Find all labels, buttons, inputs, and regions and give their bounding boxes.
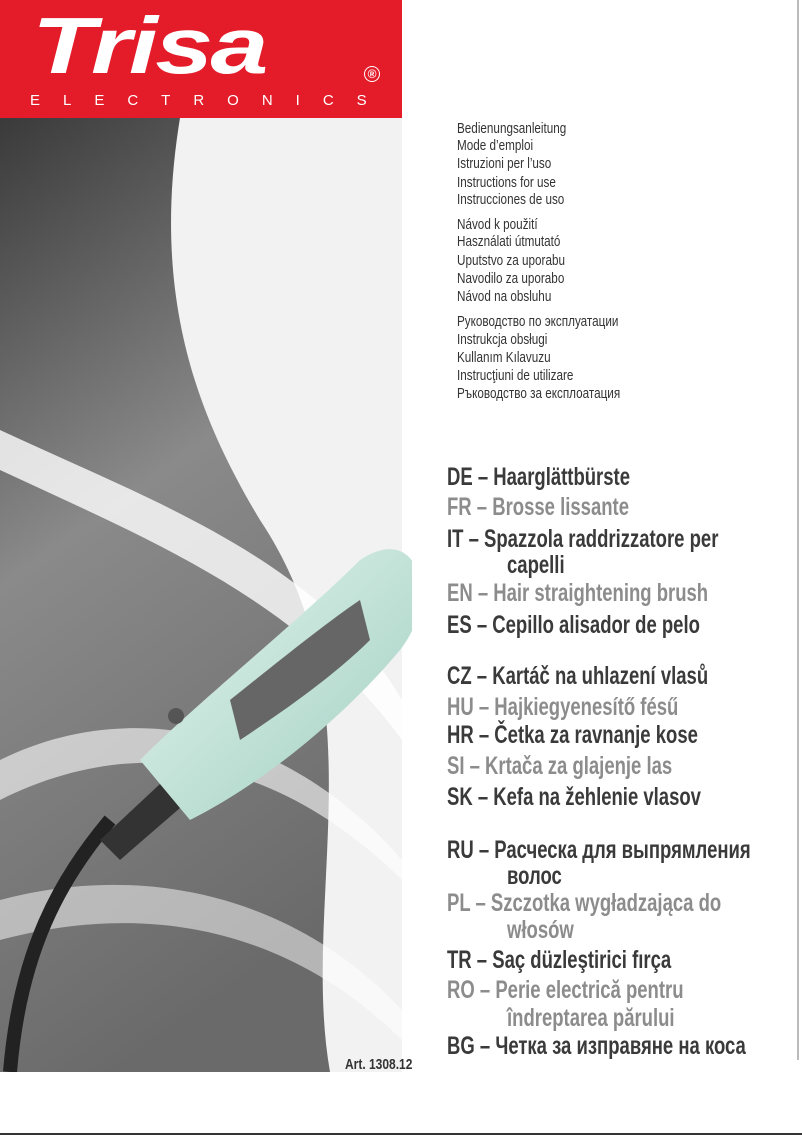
title-ro: RO – Perie electrică pentru	[447, 976, 684, 1004]
title-pl-cont: włosów	[507, 916, 574, 944]
product-illustration	[0, 0, 412, 1072]
title-cz: CZ – Kartáč na uhlazení vlasů	[447, 662, 709, 690]
instruction-label: Navodilo za uporabo	[457, 270, 565, 287]
title-ru: RU – Расческа для выпрямления	[447, 836, 751, 864]
article-number: Art. 1308.12	[345, 1056, 413, 1073]
title-bg: BG – Четка за изправяне на коса	[447, 1032, 746, 1060]
title-tr: TR – Saç düzleştirici fırça	[447, 946, 672, 974]
instruction-label: Mode d’emploi	[457, 137, 534, 154]
instruction-label: Istruzioni per l’uso	[457, 155, 552, 172]
title-pl: PL – Szczotka wygładzająca do	[447, 889, 722, 917]
instruction-label: Instrukcja obsługi	[457, 331, 548, 348]
title-it-cont: capelli	[507, 551, 565, 579]
page-edge	[797, 0, 799, 1060]
instruction-label: Instrucciones de uso	[457, 191, 565, 208]
instruction-label: Használati útmutató	[457, 233, 561, 250]
title-ro-cont: îndreptarea părului	[507, 1004, 675, 1032]
registered-mark: ®	[364, 66, 380, 82]
bottom-rule	[0, 1133, 802, 1135]
instruction-label: Návod k použití	[457, 216, 538, 233]
title-fr: FR – Brosse lissante	[447, 493, 629, 521]
brand-subtitle: ELECTRONICS	[30, 92, 390, 109]
instruction-label: Instrucţiuni de utilizare	[457, 367, 574, 384]
instruction-label: Instructions for use	[457, 174, 556, 191]
instruction-label: Ръководство за експлоатация	[457, 385, 621, 402]
instruction-label: Uputstvo za uporabu	[457, 252, 565, 269]
title-hr: HR – Četka za ravnanje kose	[447, 721, 698, 749]
instruction-label: Руководство по эксплуатации	[457, 313, 619, 330]
title-it: IT – Spazzola raddrizzatore per	[447, 525, 719, 553]
product-image-panel	[0, 0, 412, 1072]
instruction-label: Návod na obsluhu	[457, 288, 552, 305]
title-si: SI – Krtača za glajenje las	[447, 752, 673, 780]
title-en: EN – Hair straightening brush	[447, 579, 709, 607]
title-es: ES – Cepillo alisador de pelo	[447, 611, 700, 639]
title-de: DE – Haarglättbürste	[447, 463, 630, 491]
title-sk: SK – Kefa na žehlenie vlasov	[447, 783, 701, 811]
title-ru-cont: волос	[507, 862, 562, 890]
brand-name: Trisa	[32, 1, 266, 90]
instruction-label: Kullanım Kılavuzu	[457, 349, 551, 366]
title-hu: HU – Hajkiegyenesítő fésű	[447, 693, 679, 721]
trisa-logo	[0, 0, 402, 118]
instruction-label: Bedienungsanleitung	[457, 120, 567, 137]
